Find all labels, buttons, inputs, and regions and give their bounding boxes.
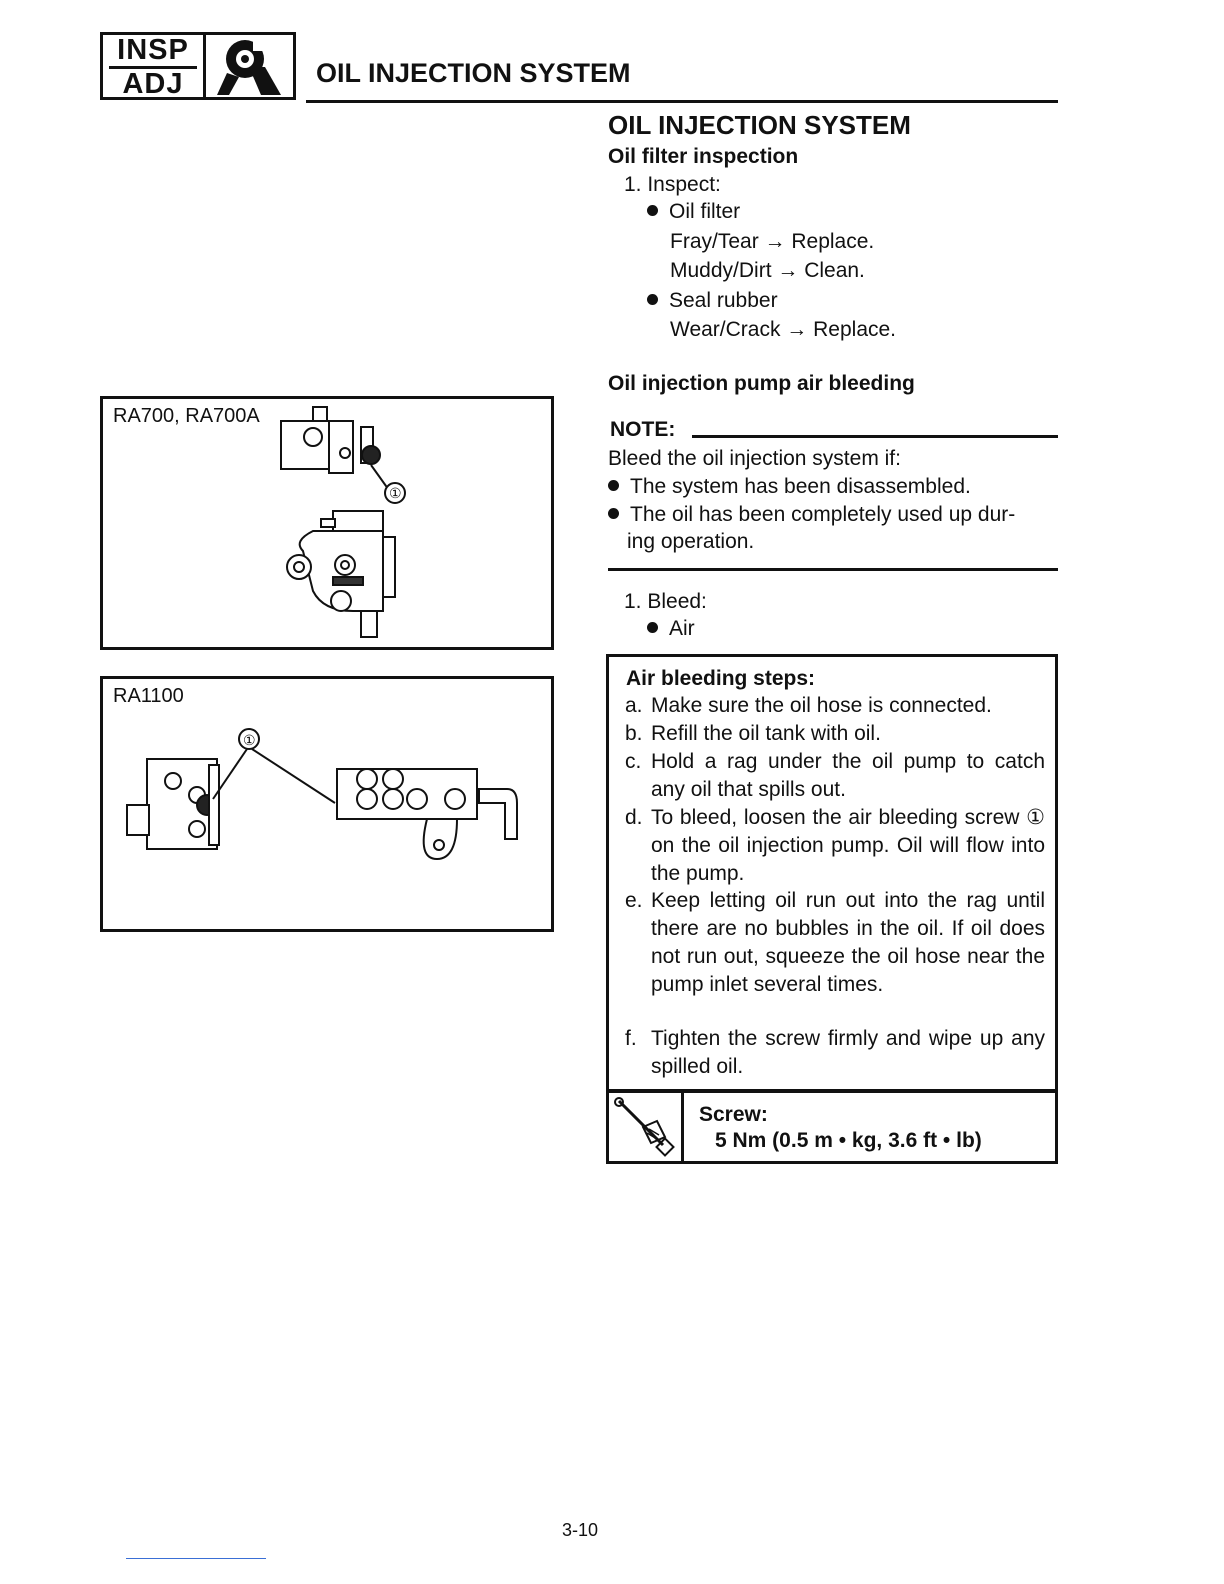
step-text: Hold a rag under the oil pump to catch any oil that spills out. (651, 750, 1045, 801)
note-rule-bottom (608, 568, 1058, 571)
torque-label: Screw: (699, 1103, 768, 1126)
step-text: Keep letting oil run out into the rag until there are no bubbles in the oil. If oil does not run out, squeeze the oil hose near the pump inlet several times. (651, 889, 1045, 996)
step-text: Tighten the screw firmly and wipe up any spilled oil. (651, 1027, 1045, 1078)
bleed-item-air (647, 618, 695, 640)
step-e (625, 887, 1045, 999)
step-letter: a. (625, 694, 643, 717)
note-item-2 (608, 504, 1015, 526)
section-badge (100, 32, 296, 100)
note-item-1-text: The system has been disassembled. (630, 475, 971, 498)
bleed-item-air-text: Air (669, 617, 695, 640)
header-rule (306, 100, 1058, 103)
bleed-step: 1. Bleed: (624, 590, 707, 613)
note-item-2-cont: ing operation. (627, 530, 755, 553)
figure-ra1100 (100, 676, 554, 932)
wrench-tool-icon (209, 37, 293, 97)
torque-divider (681, 1093, 684, 1161)
filter-item-oil-filter (647, 201, 740, 223)
badge-text-cell (103, 34, 206, 100)
footer-link-underline (126, 1558, 266, 1559)
step-a (625, 692, 1045, 720)
figure-ra1100-label: RA1100 (113, 685, 184, 707)
step-letter: e. (625, 889, 643, 912)
note-item-1 (608, 476, 971, 498)
step-text: Make sure the oil hose is connected. (651, 694, 992, 717)
filter-item-seal-rubber (647, 290, 778, 312)
page-header-title: OIL INJECTION SYSTEM (316, 58, 631, 88)
filter-item-oil-filter-text: Oil filter (669, 200, 741, 223)
page-number: 3-10 (562, 1520, 599, 1540)
oil-pump-ra1100-illustration (117, 719, 537, 869)
section-heading: OIL INJECTION SYSTEM (608, 110, 911, 140)
steps-title: Air bleeding steps: (626, 667, 816, 690)
figure-ra1100-callout: ① (243, 732, 256, 748)
step-c (625, 748, 1045, 804)
figure-ra700-label: RA700, RA700A (113, 405, 260, 427)
oil-pump-ra700-illustration (273, 401, 413, 647)
note-label: NOTE: (610, 418, 676, 441)
note-intro: Bleed the oil injection system if: (608, 447, 901, 470)
step-f (625, 1025, 1045, 1081)
step-letter: c. (625, 750, 642, 773)
filter-step: 1. Inspect: (624, 173, 721, 196)
badge-adj: ADJ (109, 66, 197, 100)
filter-item1-line1: Fray/Tear → Replace. (670, 230, 875, 253)
filter-item-seal-rubber-text: Seal rubber (669, 289, 778, 312)
torque-spec-box (606, 1090, 1058, 1164)
note-item-2-text: The oil has been completely used up dur- (630, 503, 1016, 526)
step-text: To bleed, loosen the air bleeding screw ① on the oil injection pump. Oil will flow into the pump. (651, 806, 1045, 885)
badge-insp: INSP (117, 34, 189, 66)
filter-heading: Oil filter inspection (608, 145, 799, 168)
torque-value: 5 Nm (0.5 m • kg, 3.6 ft • lb) (715, 1129, 982, 1152)
torque-wrench-icon (613, 1097, 679, 1159)
step-b (625, 720, 1045, 748)
figure-ra700-callout: ① (389, 485, 402, 501)
step-d (625, 804, 1045, 888)
step-letter: f. (625, 1027, 637, 1050)
filter-item2-line1: Wear/Crack → Replace. (670, 318, 897, 341)
step-text: Refill the oil tank with oil. (651, 722, 881, 745)
step-letter: d. (625, 806, 643, 829)
air-bleeding-steps-box (606, 654, 1058, 1092)
figure-ra700 (100, 396, 554, 650)
step-letter: b. (625, 722, 643, 745)
note-rule-top (692, 435, 1058, 438)
filter-item1-line2: Muddy/Dirt → Clean. (670, 259, 865, 282)
bleeding-heading: Oil injection pump air bleeding (608, 372, 915, 395)
